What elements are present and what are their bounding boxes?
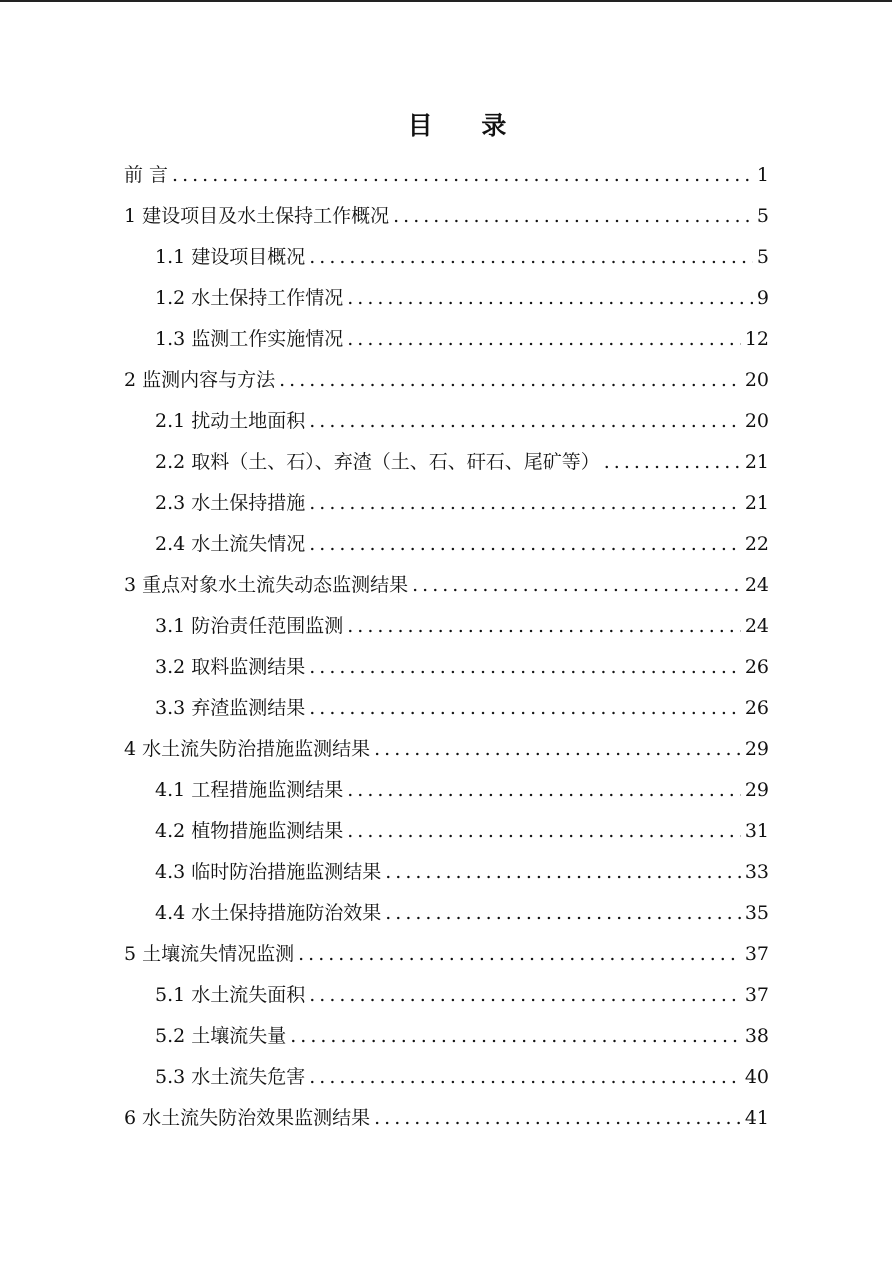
toc-dot-leader [347, 770, 741, 811]
toc-entry-label: 5.1 水土流失面积 [155, 984, 306, 1006]
toc-dot-leader [309, 401, 741, 442]
toc-entry-label: 2 监测内容与方法 [124, 369, 276, 391]
toc-entry[interactable] [124, 1057, 769, 1098]
toc-entry-label: 4.4 水土保持措施防治效果 [155, 902, 382, 924]
toc-dot-leader [309, 237, 753, 278]
toc-dot-leader [347, 319, 741, 360]
toc-entry[interactable] [124, 729, 769, 770]
toc-dot-leader [347, 811, 741, 852]
toc-entry[interactable] [124, 852, 769, 893]
toc-entry-label: 5.3 水土流失危害 [155, 1066, 306, 1088]
toc-entry[interactable] [124, 606, 769, 647]
toc-entry-label: 3 重点对象水土流失动态监测结果 [124, 574, 409, 596]
toc-dot-leader [604, 442, 741, 483]
toc-entry-label: 1.2 水土保持工作情况 [155, 287, 344, 309]
toc-entry-page-number: 33 [744, 861, 769, 883]
toc-entry-page-number: 40 [744, 1066, 769, 1088]
toc-entry[interactable] [124, 647, 769, 688]
page-top-border [0, 0, 892, 2]
toc-entry-page-number: 37 [744, 943, 769, 965]
toc-entry-page-number: 26 [744, 656, 769, 678]
toc-entry[interactable] [124, 524, 769, 565]
toc-entry-page-number: 24 [744, 615, 769, 637]
toc-entry[interactable] [124, 688, 769, 729]
toc-entry-page-number: 20 [744, 410, 769, 432]
toc-entry-page-number: 29 [744, 738, 769, 760]
toc-entry-page-number: 29 [744, 779, 769, 801]
toc-entry-page-number: 1 [756, 164, 769, 186]
toc-dot-leader [279, 360, 741, 401]
toc-dot-leader [172, 155, 753, 196]
toc-entry-label: 2.2 取料（土、石）、弃渣（土、石、矸石、尾矿等） [155, 451, 600, 473]
toc-dot-leader [385, 852, 741, 893]
toc-entry-label: 4.2 植物措施监测结果 [155, 820, 344, 842]
toc-dot-leader [374, 729, 741, 770]
toc-entry-label: 5.2 土壤流失量 [155, 1025, 287, 1047]
toc-dot-leader [309, 483, 741, 524]
toc-entry[interactable] [124, 442, 769, 483]
toc-dot-leader [309, 524, 741, 565]
toc-dot-leader [298, 934, 741, 975]
toc-entry-label: 2.1 扰动土地面积 [155, 410, 306, 432]
toc-dot-leader [347, 606, 741, 647]
table-of-contents [124, 155, 769, 1139]
toc-dot-leader [393, 196, 753, 237]
toc-entry[interactable] [124, 975, 769, 1016]
toc-entry-page-number: 37 [744, 984, 769, 1006]
toc-entry-page-number: 5 [756, 246, 769, 268]
toc-dot-leader [290, 1016, 741, 1057]
toc-entry-page-number: 38 [744, 1025, 769, 1047]
toc-entry-label: 5 土壤流失情况监测 [124, 943, 295, 965]
toc-entry-page-number: 20 [744, 369, 769, 391]
toc-entry[interactable] [124, 1016, 769, 1057]
toc-dot-leader [374, 1098, 741, 1139]
toc-entry-label: 6 水土流失防治效果监测结果 [124, 1107, 371, 1129]
toc-entry[interactable] [124, 483, 769, 524]
toc-entry[interactable] [124, 278, 769, 319]
toc-entry[interactable] [124, 237, 769, 278]
toc-entry-page-number: 21 [744, 492, 769, 514]
toc-entry[interactable] [124, 770, 769, 811]
toc-entry-label: 1.1 建设项目概况 [155, 246, 306, 268]
toc-entry[interactable] [124, 319, 769, 360]
toc-entry[interactable] [124, 565, 769, 606]
toc-title: 目 录 [407, 111, 527, 140]
toc-entry-label: 2.4 水土流失情况 [155, 533, 306, 555]
toc-entry[interactable] [124, 934, 769, 975]
toc-entry[interactable] [124, 196, 769, 237]
toc-entry[interactable] [124, 1098, 769, 1139]
toc-entry-label: 3.2 取料监测结果 [155, 656, 306, 678]
toc-entry-label: 4.3 临时防治措施监测结果 [155, 861, 382, 883]
toc-dot-leader [309, 975, 741, 1016]
toc-entry-label: 前 言 [124, 164, 169, 186]
toc-dot-leader [309, 688, 741, 729]
toc-entry-page-number: 31 [744, 820, 769, 842]
toc-entry-page-number: 5 [756, 205, 769, 227]
toc-dot-leader [309, 647, 741, 688]
toc-entry[interactable] [124, 893, 769, 934]
toc-entry-page-number: 21 [744, 451, 769, 473]
toc-dot-leader [347, 278, 753, 319]
toc-entry-page-number: 41 [744, 1107, 769, 1129]
toc-entry-label: 4 水土流失防治措施监测结果 [124, 738, 371, 760]
toc-entry-page-number: 12 [744, 328, 769, 350]
toc-entry[interactable] [124, 155, 769, 196]
toc-entry-label: 4.1 工程措施监测结果 [155, 779, 344, 801]
toc-dot-leader [385, 893, 741, 934]
toc-entry-label: 2.3 水土保持措施 [155, 492, 306, 514]
toc-entry-page-number: 35 [744, 902, 769, 924]
toc-entry-label: 1.3 监测工作实施情况 [155, 328, 344, 350]
toc-dot-leader [412, 565, 741, 606]
toc-entry-label: 3.1 防治责任范围监测 [155, 615, 344, 637]
toc-entry-label: 3.3 弃渣监测结果 [155, 697, 306, 719]
toc-entry[interactable] [124, 401, 769, 442]
toc-entry-page-number: 22 [744, 533, 769, 555]
toc-entry[interactable] [124, 811, 769, 852]
toc-entry[interactable] [124, 360, 769, 401]
toc-entry-label: 1 建设项目及水土保持工作概况 [124, 205, 390, 227]
toc-dot-leader [309, 1057, 741, 1098]
toc-entry-page-number: 24 [744, 574, 769, 596]
toc-entry-page-number: 9 [756, 287, 769, 309]
toc-entry-page-number: 26 [744, 697, 769, 719]
